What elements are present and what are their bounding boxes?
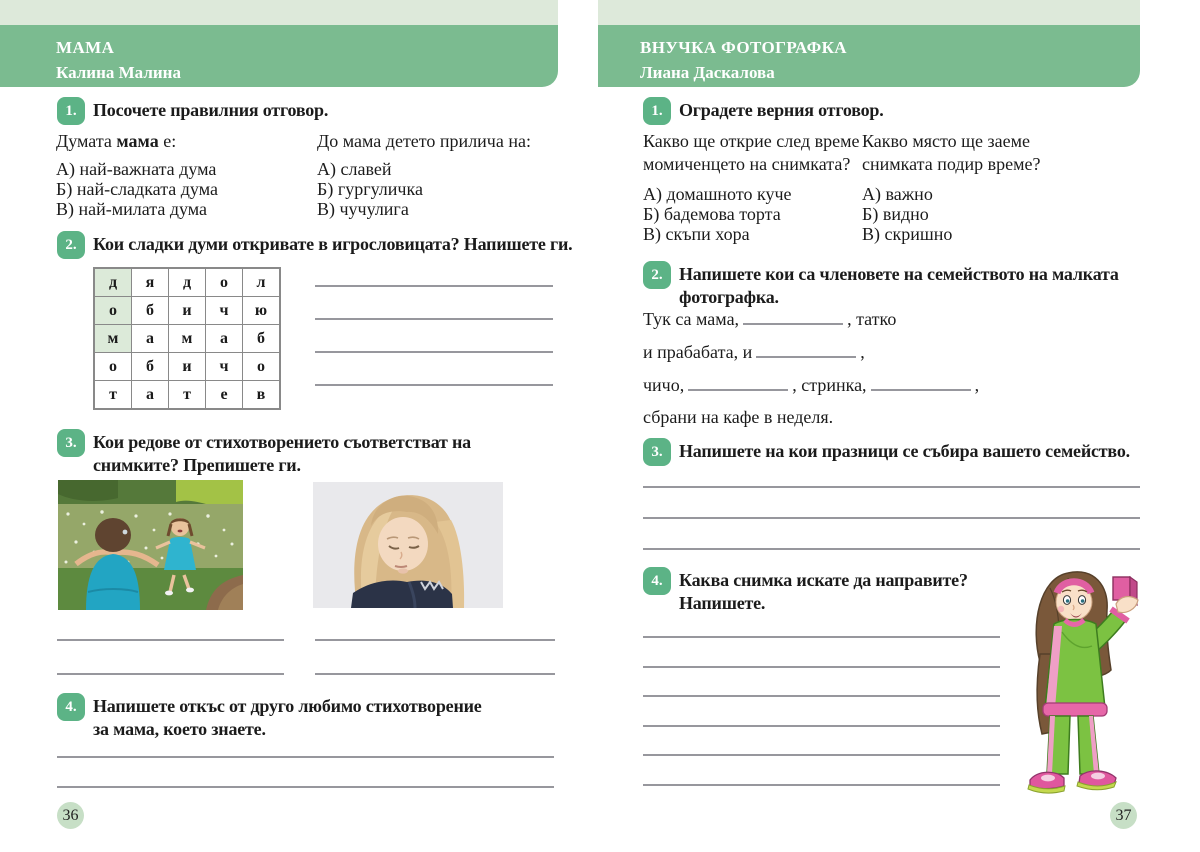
task3-answer-lines-right [315, 639, 555, 675]
fill-line [643, 374, 979, 407]
answer-line [57, 756, 554, 758]
grid-cell: и [169, 353, 206, 381]
answer-line [315, 318, 553, 320]
task4-badge: 4. [643, 567, 671, 595]
grid-cell: о [206, 268, 243, 297]
fill-text: , [860, 342, 865, 362]
right-page-title: ВНУЧКА ФОТОГРАФКА [640, 38, 847, 57]
task1-col2-options [862, 184, 952, 244]
grid-cell: д [94, 268, 132, 297]
task3-heading-line2: снимките? Препишете ги. [93, 455, 301, 475]
fill-text: , татко [847, 309, 897, 329]
task4-answer-lines [643, 636, 1000, 786]
answer-line [643, 517, 1140, 519]
task3-badge: 3. [643, 438, 671, 466]
grid-cell: м [94, 325, 132, 353]
task4-heading-line2: за мама, което знаете. [93, 719, 266, 739]
blank-line [688, 374, 788, 391]
task4-answer-lines [57, 756, 554, 788]
right-page-header [598, 25, 1140, 87]
task3-heading: Напишете на кои празници се събира вашето семейство. [679, 441, 1130, 461]
grid-cell: я [132, 268, 169, 297]
fill-line [643, 341, 979, 374]
answer-line [57, 673, 284, 675]
right-page-number: 37 [1110, 802, 1137, 829]
option: В) най-милата дума [56, 199, 208, 219]
task1-col2-prompt-line1: Какво място ще заеме [862, 131, 1030, 151]
task2-heading-line2: фотографка. [679, 287, 779, 307]
photo-sad-girl [313, 482, 503, 608]
grid-cell: д [169, 268, 206, 297]
prompt-text: Думата [56, 131, 117, 151]
right-page-author: Лиана Даскалова [640, 63, 775, 82]
option: Б) гургуличка [317, 179, 423, 199]
fill-text: Тук са мама, [643, 309, 740, 329]
mother-child-field-illustration [58, 480, 243, 610]
grid-cell: а [206, 325, 243, 353]
left-page-header [0, 25, 558, 87]
option: А) важно [862, 184, 933, 204]
selfie-girl-illustration [1012, 562, 1144, 794]
task2-answer-lines [315, 285, 553, 386]
prompt-text: е: [158, 131, 177, 151]
grid-cell: в [243, 381, 281, 410]
task4-heading-line2: Напишете. [679, 593, 766, 613]
task1-col1-options [643, 184, 791, 244]
left-page-number: 36 [57, 802, 84, 829]
fill-text: и прабабата, и [643, 342, 753, 362]
task1-badge: 1. [643, 97, 671, 125]
grid-cell: ч [206, 297, 243, 325]
answer-line [643, 636, 1000, 638]
answer-line [643, 754, 1000, 756]
task4-badge: 4. [57, 693, 85, 721]
letter-grid [93, 267, 281, 410]
option: В) скришно [862, 224, 953, 244]
task3-heading-line1: Кои редове от стихотворението съответстват на [93, 432, 471, 452]
task3-answer-lines [643, 486, 1140, 550]
grid-cell: ю [243, 297, 281, 325]
answer-line [57, 639, 284, 641]
option: Б) бадемова торта [643, 204, 781, 224]
task4-heading-line1: Каква снимка искате да направите? [679, 570, 968, 590]
grid-cell: о [94, 297, 132, 325]
task3-answer-lines-left [57, 639, 284, 675]
fill-text: , [974, 375, 980, 395]
task1-col2-prompt-line2: снимката подир време? [862, 154, 1041, 174]
sad-girl-illustration [313, 482, 503, 608]
task1-heading: Оградете верния отговор. [679, 100, 884, 120]
grid-cell: б [243, 325, 281, 353]
left-page-title: МАМА [56, 38, 115, 57]
option: Б) най-сладката дума [56, 179, 218, 199]
task1-col1-prompt-line2: момиченцето на снимката? [643, 154, 851, 174]
grid-cell: а [132, 381, 169, 410]
task1-badge: 1. [57, 97, 85, 125]
task1-col1-prompt [56, 131, 176, 152]
answer-line [643, 486, 1140, 488]
fill-line [643, 308, 979, 341]
fill-line [643, 407, 979, 440]
grid-cell: е [206, 381, 243, 410]
left-page-author: Калина Малина [56, 63, 181, 82]
answer-line [643, 695, 1000, 697]
grid-cell: б [132, 297, 169, 325]
answer-line [643, 548, 1140, 550]
answer-line [315, 673, 555, 675]
answer-line [315, 384, 553, 386]
prompt-bold-word: мама [116, 131, 159, 151]
task4-heading-line1: Напишете откъс от друго любимо стихотворение [93, 696, 482, 716]
task1-col1-options [56, 159, 218, 219]
right-top-strip [598, 0, 1140, 25]
grid-cell: т [169, 381, 206, 410]
grid-cell: о [243, 353, 281, 381]
grid-cell: а [132, 325, 169, 353]
blank-line [743, 308, 843, 325]
blank-line [871, 374, 971, 391]
photo-mother-child-field [58, 480, 243, 610]
answer-line [315, 639, 555, 641]
option: Б) видно [862, 204, 929, 224]
grid-cell: б [132, 353, 169, 381]
answer-line [57, 786, 554, 788]
task1-col1-prompt-line1: Какво ще открие след време [643, 131, 860, 151]
task1-col2-options [317, 159, 423, 219]
task2-badge: 2. [57, 231, 85, 259]
grid-cell: м [169, 325, 206, 353]
selfie-girl-drawing [1012, 562, 1144, 794]
task2-fill-lines [643, 308, 979, 440]
fill-text: сбрани на кафе в неделя. [643, 407, 834, 427]
grid-cell: т [94, 381, 132, 410]
option: В) скъпи хора [643, 224, 750, 244]
task3-badge: 3. [57, 429, 85, 457]
answer-line [315, 351, 553, 353]
grid-cell: о [94, 353, 132, 381]
grid-cell: ч [206, 353, 243, 381]
option: В) чучулига [317, 199, 409, 219]
task1-heading: Посочете правилния отговор. [93, 100, 329, 120]
left-top-strip [0, 0, 558, 25]
option: А) славей [317, 159, 392, 179]
answer-line [643, 725, 1000, 727]
fill-text: чичо, [643, 375, 685, 395]
fill-text: , стринка, [792, 375, 867, 395]
answer-line [643, 666, 1000, 668]
task1-col2-prompt: До мама детето прилича на: [317, 131, 531, 151]
grid-cell: л [243, 268, 281, 297]
answer-line [643, 784, 1000, 786]
blank-line [756, 341, 856, 358]
task2-badge: 2. [643, 261, 671, 289]
task2-heading-line1: Напишете кои са членовете на семейството на малката [679, 264, 1119, 284]
grid-cell: и [169, 297, 206, 325]
answer-line [315, 285, 553, 287]
option: А) най-важната дума [56, 159, 217, 179]
task2-heading: Кои сладки думи откривате в игрословицата? Напишете ги. [93, 234, 573, 254]
option: А) домашното куче [643, 184, 792, 204]
